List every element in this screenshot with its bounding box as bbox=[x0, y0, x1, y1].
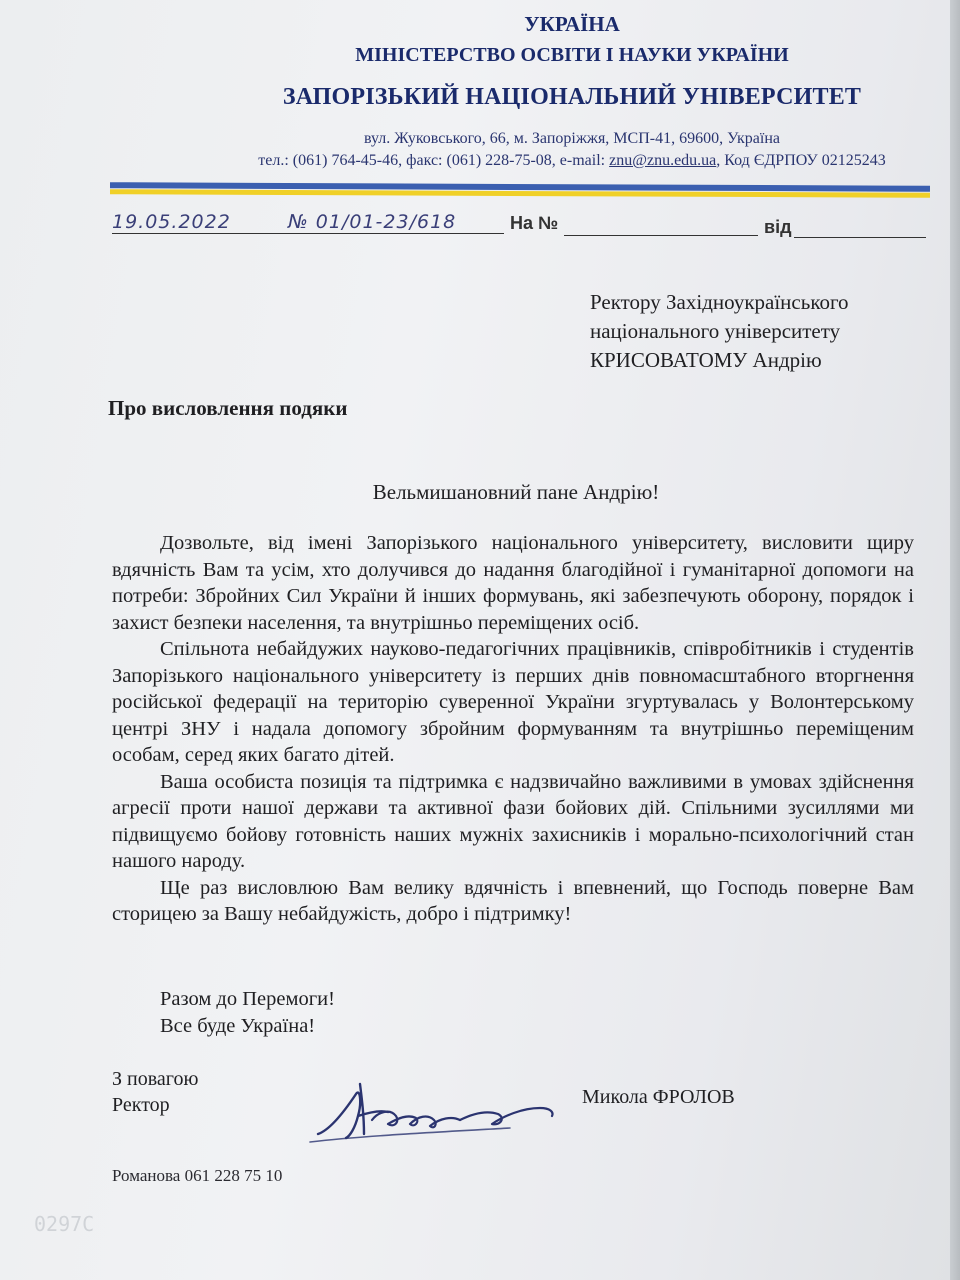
addressee-line-1: Ректору Західноукраїнського bbox=[590, 290, 849, 314]
regards-block bbox=[112, 1066, 198, 1118]
regards-text: З повагою bbox=[112, 1068, 199, 1090]
handwritten-signature bbox=[300, 1072, 570, 1152]
incoming-date-underline bbox=[794, 237, 926, 238]
contacts-prefix: тел.: (061) 764-45-46, факс: (061) 228-75-08, e-mail: bbox=[258, 152, 610, 169]
incoming-date-label: від bbox=[764, 217, 792, 237]
page-edge-shadow bbox=[950, 0, 960, 1280]
incoming-number-label: На № bbox=[510, 213, 559, 233]
closing-line-2: Все буде Україна! bbox=[160, 1015, 316, 1037]
closing-line-1: Разом до Перемоги! bbox=[160, 988, 335, 1010]
executor-contact: Романова 061 228 75 10 bbox=[112, 1166, 283, 1185]
signer-name: Микола ФРОЛОВ bbox=[582, 1086, 735, 1108]
letter-subject: Про висловлення подяки bbox=[108, 396, 348, 420]
contacts-suffix: , Код ЄДРПОУ 02125243 bbox=[716, 152, 886, 169]
signer-position: Ректор bbox=[112, 1094, 170, 1116]
header-country: УКРАЇНА bbox=[524, 12, 620, 36]
incoming-number-underline bbox=[564, 235, 758, 236]
body-paragraph: Дозвольте, від імені Запорізького національного університету, висловити щиру вдячність Вам та усім, хто долучився до надання благодійної і гуманітарної допомоги на потреби: Збройних Сил України й інших формувань, які забезпечують оборону, порядок і захист безпеки населення, та внутрішньо переміщених осіб. bbox=[112, 532, 914, 634]
body-paragraph: Ще раз висловлюю Вам велику вдячність і впевнений, що Господь поверне Вам сторицею за Вашу небайдужість, добро і підтримку! bbox=[112, 876, 914, 925]
registration-underline bbox=[112, 233, 504, 234]
letter-body bbox=[112, 530, 914, 928]
header-ministry: МІНІСТЕРСТВО ОСВІТИ І НАУКИ УКРАЇНИ bbox=[355, 44, 789, 66]
addressee-block bbox=[590, 288, 849, 375]
registration-date: 19.05.2022 bbox=[112, 211, 231, 233]
header-address: вул. Жуковського, 66, м. Запоріжжя, МСП-41, 69600, Україна bbox=[364, 130, 780, 147]
email-link[interactable]: znu@znu.edu.ua bbox=[609, 152, 717, 169]
body-paragraph: Спільнота небайдужих науково-педагогічних працівників, співробітників і студентів Запорізького національного університету із перших днів повномасштабного вторгнення російської федерації на територію суверенної України згуртувалась у Волонтерському центрі ЗНУ і надала допомогу збройним формуванням та внутрішньо переміщеним особам, серед яких багато дітей. bbox=[112, 638, 914, 766]
addressee-line-2: національного університету bbox=[590, 319, 841, 343]
header-contacts bbox=[0, 152, 960, 170]
body-paragraph: Ваша особиста позиція та підтримка є надзвичайно важливими в умовах здійснення агресії проти нашої держави та активної фази бойових дій. Спільними зусиллями ми підвищуємо бойову готовність наших мужніх захисників і морально-психологічний стан нашого народу. bbox=[112, 770, 914, 872]
margin-mark: 0297С bbox=[34, 1212, 95, 1236]
salutation: Вельмишановний пане Андрію! bbox=[372, 480, 660, 504]
closing-block bbox=[160, 986, 335, 1040]
registration-line bbox=[112, 205, 932, 239]
addressee-line-3: КРИСОВАТОМУ Андрію bbox=[590, 348, 822, 372]
registration-number: № 01/01-23/618 bbox=[288, 211, 457, 233]
header-university: ЗАПОРІЗЬКИЙ НАЦІОНАЛЬНИЙ УНІВЕРСИТЕТ bbox=[282, 84, 862, 110]
